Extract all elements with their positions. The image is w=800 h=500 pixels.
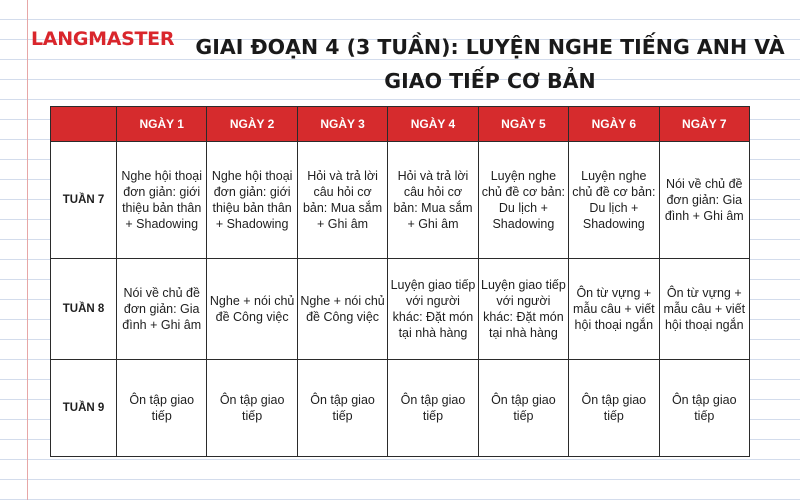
week-label: TUẦN 9 (51, 360, 117, 457)
page-title: GIAI ĐOẠN 4 (3 TUẦN): LUYỆN NGHE TIẾNG ANH VÀ GIAO TIẾP CƠ BẢN (195, 35, 785, 93)
week-label: TUẦN 8 (51, 259, 117, 360)
table-cell: Ôn từ vựng + mẫu câu + viết hội thoại ngắn (569, 259, 659, 360)
header-day-7: NGÀY 7 (659, 107, 749, 142)
table-cell: Ôn tập giao tiếp (207, 360, 297, 457)
table-cell: Hỏi và trả lời câu hỏi cơ bản: Mua sắm + Ghi âm (297, 142, 387, 259)
header-row (51, 107, 750, 142)
table-cell: Nghe hội thoại đơn giản: giới thiệu bản thân + Shadowing (207, 142, 297, 259)
header-day-3: NGÀY 3 (297, 107, 387, 142)
table-cell: Ôn tập giao tiếp (117, 360, 207, 457)
header-day-5: NGÀY 5 (478, 107, 568, 142)
table-cell: Nói về chủ đề đơn giản: Gia đình + Ghi âm (117, 259, 207, 360)
table-row-week-7 (51, 142, 750, 259)
table-cell: Ôn tập giao tiếp (569, 360, 659, 457)
table-cell: Ôn tập giao tiếp (659, 360, 749, 457)
header-day-4: NGÀY 4 (388, 107, 478, 142)
brand-logo: LANGMASTER (31, 28, 175, 50)
header-day-6: NGÀY 6 (569, 107, 659, 142)
week-label: TUẦN 7 (51, 142, 117, 259)
table-cell: Luyện nghe chủ đề cơ bản: Du lịch + Shadowing (569, 142, 659, 259)
table-cell: Ôn tập giao tiếp (478, 360, 568, 457)
table-cell: Ôn từ vựng + mẫu câu + viết hội thoại ngắn (659, 259, 749, 360)
table-cell: Luyện giao tiếp với người khác: Đặt món tại nhà hàng (388, 259, 478, 360)
header-day-1: NGÀY 1 (117, 107, 207, 142)
table-cell: Ôn tập giao tiếp (297, 360, 387, 457)
table-cell: Luyện giao tiếp với người khác: Đặt món tại nhà hàng (478, 259, 568, 360)
header-corner (51, 107, 117, 142)
schedule-table (50, 106, 750, 457)
table-cell: Hỏi và trả lời câu hỏi cơ bản: Mua sắm + Ghi âm (388, 142, 478, 259)
header-day-2: NGÀY 2 (207, 107, 297, 142)
table-cell: Nghe + nói chủ đề Công việc (207, 259, 297, 360)
table-row-week-9 (51, 360, 750, 457)
table-cell: Nghe + nói chủ đề Công việc (297, 259, 387, 360)
table-cell: Nghe hội thoại đơn giản: giới thiệu bản thân + Shadowing (117, 142, 207, 259)
table-row-week-8 (51, 259, 750, 360)
table-cell: Ôn tập giao tiếp (388, 360, 478, 457)
table-cell: Luyện nghe chủ đề cơ bản: Du lịch + Shadowing (478, 142, 568, 259)
table-cell: Nói về chủ đề đơn giản: Gia đình + Ghi âm (659, 142, 749, 259)
